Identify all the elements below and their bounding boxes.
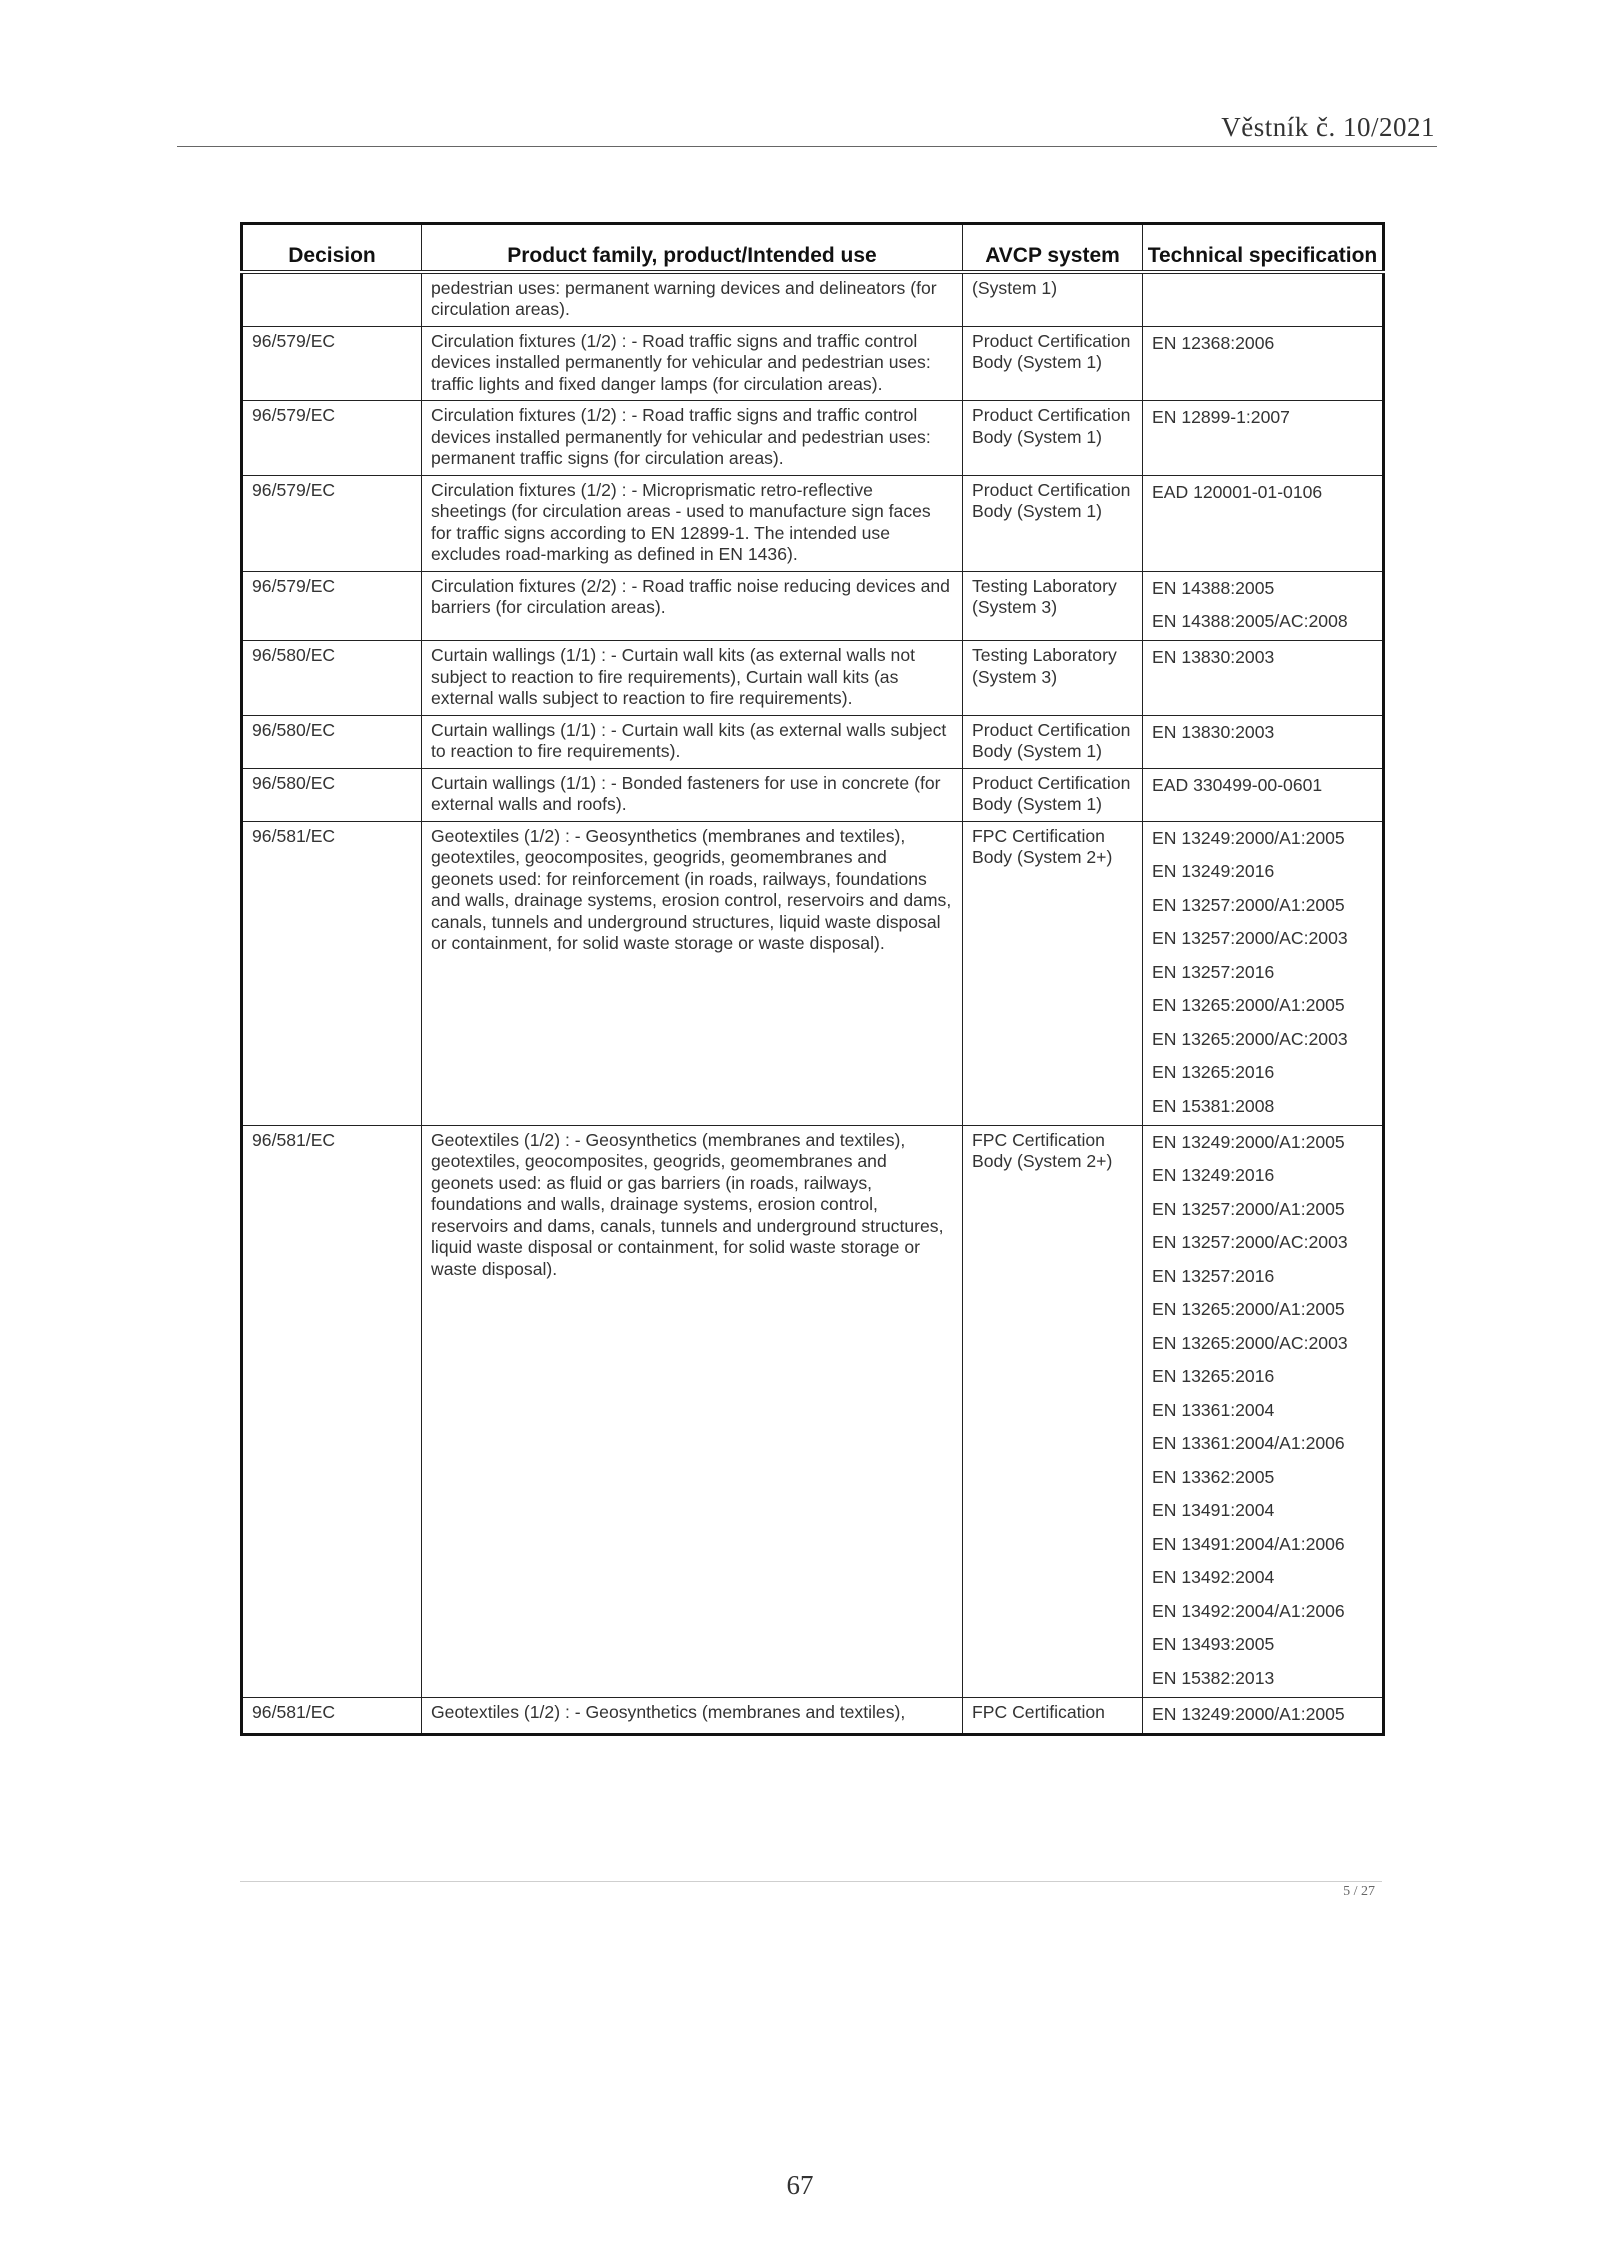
decision-cell: 96/579/EC	[242, 475, 422, 571]
specification-item: EAD 330499-00-0601	[1152, 774, 1323, 795]
avcp-cell: Testing Laboratory (System 3)	[963, 641, 1143, 716]
specification-cell	[1143, 641, 1384, 716]
decision-cell: 96/580/EC	[242, 768, 422, 821]
specification-item: EN 13257:2000/AC:2003	[1152, 928, 1348, 948]
decision-cell: 96/579/EC	[242, 571, 422, 641]
column-header-decision: Decision	[242, 224, 422, 272]
avcp-cell: Product Certification Body (System 1)	[963, 475, 1143, 571]
avcp-cell: Product Certification Body (System 1)	[963, 715, 1143, 768]
avcp-cell: Product Certification Body (System 1)	[963, 401, 1143, 476]
specification-item: EN 13362:2005	[1152, 1466, 1275, 1487]
table-row	[242, 475, 1384, 571]
specification-item: EN 13492:2004	[1152, 1567, 1275, 1587]
table-row	[242, 326, 1384, 401]
product-cell: Circulation fixtures (2/2) : - Road traffic noise reducing devices and barriers (for circulation areas).	[422, 571, 963, 641]
table-row	[242, 571, 1384, 641]
specification-cell	[1143, 326, 1384, 401]
avcp-cell: Product Certification Body (System 1)	[963, 768, 1143, 821]
page-index: 5 / 27	[1343, 1884, 1375, 1899]
specification-item: EN 15381:2008	[1152, 1095, 1275, 1116]
specification-item: EN 13265:2000/AC:2003	[1152, 1332, 1348, 1353]
specification-item: EN 13257:2000/AC:2003	[1152, 1232, 1348, 1252]
decision-cell: 96/579/EC	[242, 401, 422, 476]
specification-item: EN 13249:2016	[1152, 1165, 1275, 1185]
specification-cell	[1143, 571, 1384, 641]
specification-item: EN 14388:2005/AC:2008	[1152, 611, 1348, 631]
avcp-cell: Product Certification Body (System 1)	[963, 326, 1143, 401]
header-divider	[177, 146, 1437, 147]
specification-item: EN 13361:2004	[1152, 1399, 1275, 1420]
specification-item: EN 12899-1:2007	[1152, 407, 1290, 427]
specification-cell	[1143, 768, 1384, 821]
product-cell: Circulation fixtures (1/2) : - Microprismatic retro-reflective sheetings (for circulation areas - used to manufacture sign faces for traffic signs according to EN 12899-1. The intended use excludes road-marking as defined in EN 1436).	[422, 475, 963, 571]
decision-cell: 96/580/EC	[242, 641, 422, 716]
specification-item: EN 13491:2004	[1152, 1500, 1275, 1520]
specification-cell	[1143, 272, 1384, 327]
specification-item: EN 13265:2000/A1:2005	[1152, 1299, 1345, 1319]
product-cell: Circulation fixtures (1/2) : - Road traffic signs and traffic control devices installed permanently for vehicular and pedestrian uses: permanent traffic signs (for circulation areas).	[422, 401, 963, 476]
specification-table	[240, 222, 1385, 1736]
specification-cell	[1143, 1125, 1384, 1697]
column-header-specification: Technical specification	[1143, 224, 1384, 272]
specification-item: EN 13249:2000/A1:2005	[1152, 1131, 1345, 1152]
specification-item: EN 13257:2000/A1:2005	[1152, 1198, 1345, 1219]
table-row	[242, 768, 1384, 821]
specification-item: EN 13265:2016	[1152, 1062, 1275, 1082]
specification-cell	[1143, 1697, 1384, 1734]
avcp-cell: (System 1)	[963, 272, 1143, 327]
specification-item: EN 13257:2000/A1:2005	[1152, 894, 1345, 915]
decision-cell: 96/581/EC	[242, 1697, 422, 1734]
specification-item: EN 13492:2004/A1:2006	[1152, 1600, 1345, 1621]
specification-item: EN 13249:2000/A1:2005	[1152, 1703, 1345, 1724]
specification-cell	[1143, 821, 1384, 1125]
avcp-cell: FPC Certification	[963, 1697, 1143, 1734]
specification-item: EN 13257:2016	[1152, 1265, 1275, 1286]
bulletin-title: Věstník č. 10/2021	[1221, 112, 1435, 142]
product-cell: Curtain wallings (1/1) : - Curtain wall kits (as external walls not subject to reaction to fire requirements), Curtain wall kits (as external walls subject to reaction to fire requirements).	[422, 641, 963, 716]
table-body	[242, 272, 1384, 1735]
specification-item: EN 13265:2016	[1152, 1366, 1275, 1386]
product-cell: Geotextiles (1/2) : - Geosynthetics (membranes and textiles), geotextiles, geocomposites, geogrids, geomembranes and geonets used: as fluid or gas barriers (in roads, railways, foundations and walls, drainage systems, erosion control, reservoirs and dams, canals, tunnels and underground structures, liquid waste disposal or containment, for solid waste storage or waste disposal).	[422, 1125, 963, 1697]
table-row	[242, 641, 1384, 716]
specification-cell	[1143, 401, 1384, 476]
avcp-cell: FPC Certification Body (System 2+)	[963, 821, 1143, 1125]
specification-item: EAD 120001-01-0106	[1152, 481, 1323, 502]
specification-item: EN 12368:2006	[1152, 332, 1275, 353]
product-cell: Geotextiles (1/2) : - Geosynthetics (membranes and textiles),	[422, 1697, 963, 1734]
decision-cell: 96/580/EC	[242, 715, 422, 768]
product-cell: Curtain wallings (1/1) : - Bonded fasteners for use in concrete (for external walls and roofs).	[422, 768, 963, 821]
decision-cell	[242, 272, 422, 327]
specification-item: EN 15382:2013	[1152, 1667, 1275, 1688]
specification-item: EN 13830:2003	[1152, 721, 1275, 742]
specification-item: EN 13361:2004/A1:2006	[1152, 1433, 1345, 1453]
specification-cell	[1143, 475, 1384, 571]
table-row	[242, 1697, 1384, 1734]
table-header-row	[242, 224, 1384, 272]
specification-item: EN 14388:2005	[1152, 577, 1275, 598]
avcp-cell: Testing Laboratory (System 3)	[963, 571, 1143, 641]
specification-item: EN 13249:2016	[1152, 861, 1275, 881]
table-row	[242, 821, 1384, 1125]
column-header-avcp: AVCP system	[963, 224, 1143, 272]
specification-item: EN 13265:2000/AC:2003	[1152, 1028, 1348, 1049]
specification-item: EN 13249:2000/A1:2005	[1152, 827, 1345, 848]
specification-cell	[1143, 715, 1384, 768]
product-cell: Curtain wallings (1/1) : - Curtain wall kits (as external walls subject to reaction to fire requirements).	[422, 715, 963, 768]
decision-cell: 96/581/EC	[242, 1125, 422, 1697]
specification-item: EN 13265:2000/A1:2005	[1152, 995, 1345, 1015]
product-cell: Geotextiles (1/2) : - Geosynthetics (membranes and textiles), geotextiles, geocomposites, geogrids, geomembranes and geonets used: for reinforcement (in roads, railways, foundations and walls, drainage systems, erosion control, reservoirs and dams, canals, tunnels and underground structures, liquid waste disposal or containment, for solid waste storage or waste disposal).	[422, 821, 963, 1125]
specification-item: EN 13257:2016	[1152, 961, 1275, 982]
footer-divider	[240, 1881, 1382, 1882]
specification-item: EN 13491:2004/A1:2006	[1152, 1533, 1345, 1554]
page-number: 67	[786, 2170, 814, 2200]
avcp-cell: FPC Certification Body (System 2+)	[963, 1125, 1143, 1697]
product-cell: pedestrian uses: permanent warning devices and delineators (for circulation areas).	[422, 272, 963, 327]
specification-item: EN 13830:2003	[1152, 647, 1275, 667]
column-header-product: Product family, product/Intended use	[422, 224, 963, 272]
table-row	[242, 715, 1384, 768]
decision-cell: 96/579/EC	[242, 326, 422, 401]
table-row	[242, 1125, 1384, 1697]
specification-item: EN 13493:2005	[1152, 1634, 1275, 1654]
decision-cell: 96/581/EC	[242, 821, 422, 1125]
product-cell: Circulation fixtures (1/2) : - Road traffic signs and traffic control devices installed permanently for vehicular and pedestrian uses: traffic lights and fixed danger lamps (for circulation areas).	[422, 326, 963, 401]
table-row	[242, 401, 1384, 476]
table-row	[242, 272, 1384, 327]
